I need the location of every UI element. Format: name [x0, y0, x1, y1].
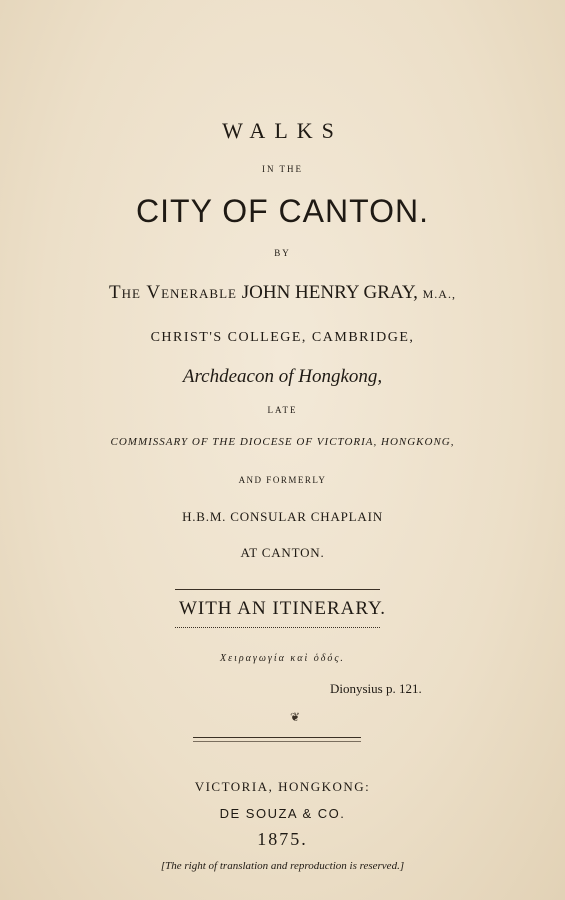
author-at-canton: AT CANTON. [240, 545, 325, 560]
label-by: BY [274, 248, 291, 258]
author-college: CHRIST'S COLLEGE, CAMBRIDGE, [150, 330, 415, 345]
label-formerly: AND FORMERLY [238, 475, 327, 485]
epigraph-text: Χειραγωγία καὶ ὁδός. [220, 653, 345, 664]
divider-bottom-second [193, 741, 361, 742]
title-city-of-canton: CITY OF CANTON. [136, 193, 429, 229]
author-chaplain: H.B.M. CONSULAR CHAPLAIN [182, 509, 383, 524]
subtitle-in-the: IN THE [261, 164, 304, 174]
title-walks: WALKS [222, 118, 343, 143]
rights-notice: [The right of translation and reproduction is reserved.] [160, 860, 405, 872]
author-commissary: COMMISSARY OF THE DIOCESE OF VICTORIA, HONGKONG, [110, 436, 455, 448]
author-prefix: The Venerable [109, 282, 237, 303]
publisher-place: VICTORIA, HONGKONG: [194, 779, 371, 794]
divider-top [175, 589, 380, 590]
ornament-icon: ❦ [290, 710, 301, 724]
author-name: JOHN HENRY GRAY, [241, 282, 418, 303]
author-line [0, 282, 565, 304]
publication-year: 1875. [257, 829, 308, 849]
epigraph-source: Dionysius p. 121. [330, 681, 422, 696]
author-archdeacon: Archdeacon of Hongkong, [182, 366, 383, 387]
publisher-name: DE SOUZA & CO. [219, 806, 346, 821]
divider-dotted [175, 627, 380, 628]
subtitle-itinerary: WITH AN ITINERARY. [178, 598, 387, 619]
label-late: LATE [267, 405, 298, 415]
divider-bottom [193, 737, 361, 738]
author-degree: M.A., [422, 287, 456, 301]
